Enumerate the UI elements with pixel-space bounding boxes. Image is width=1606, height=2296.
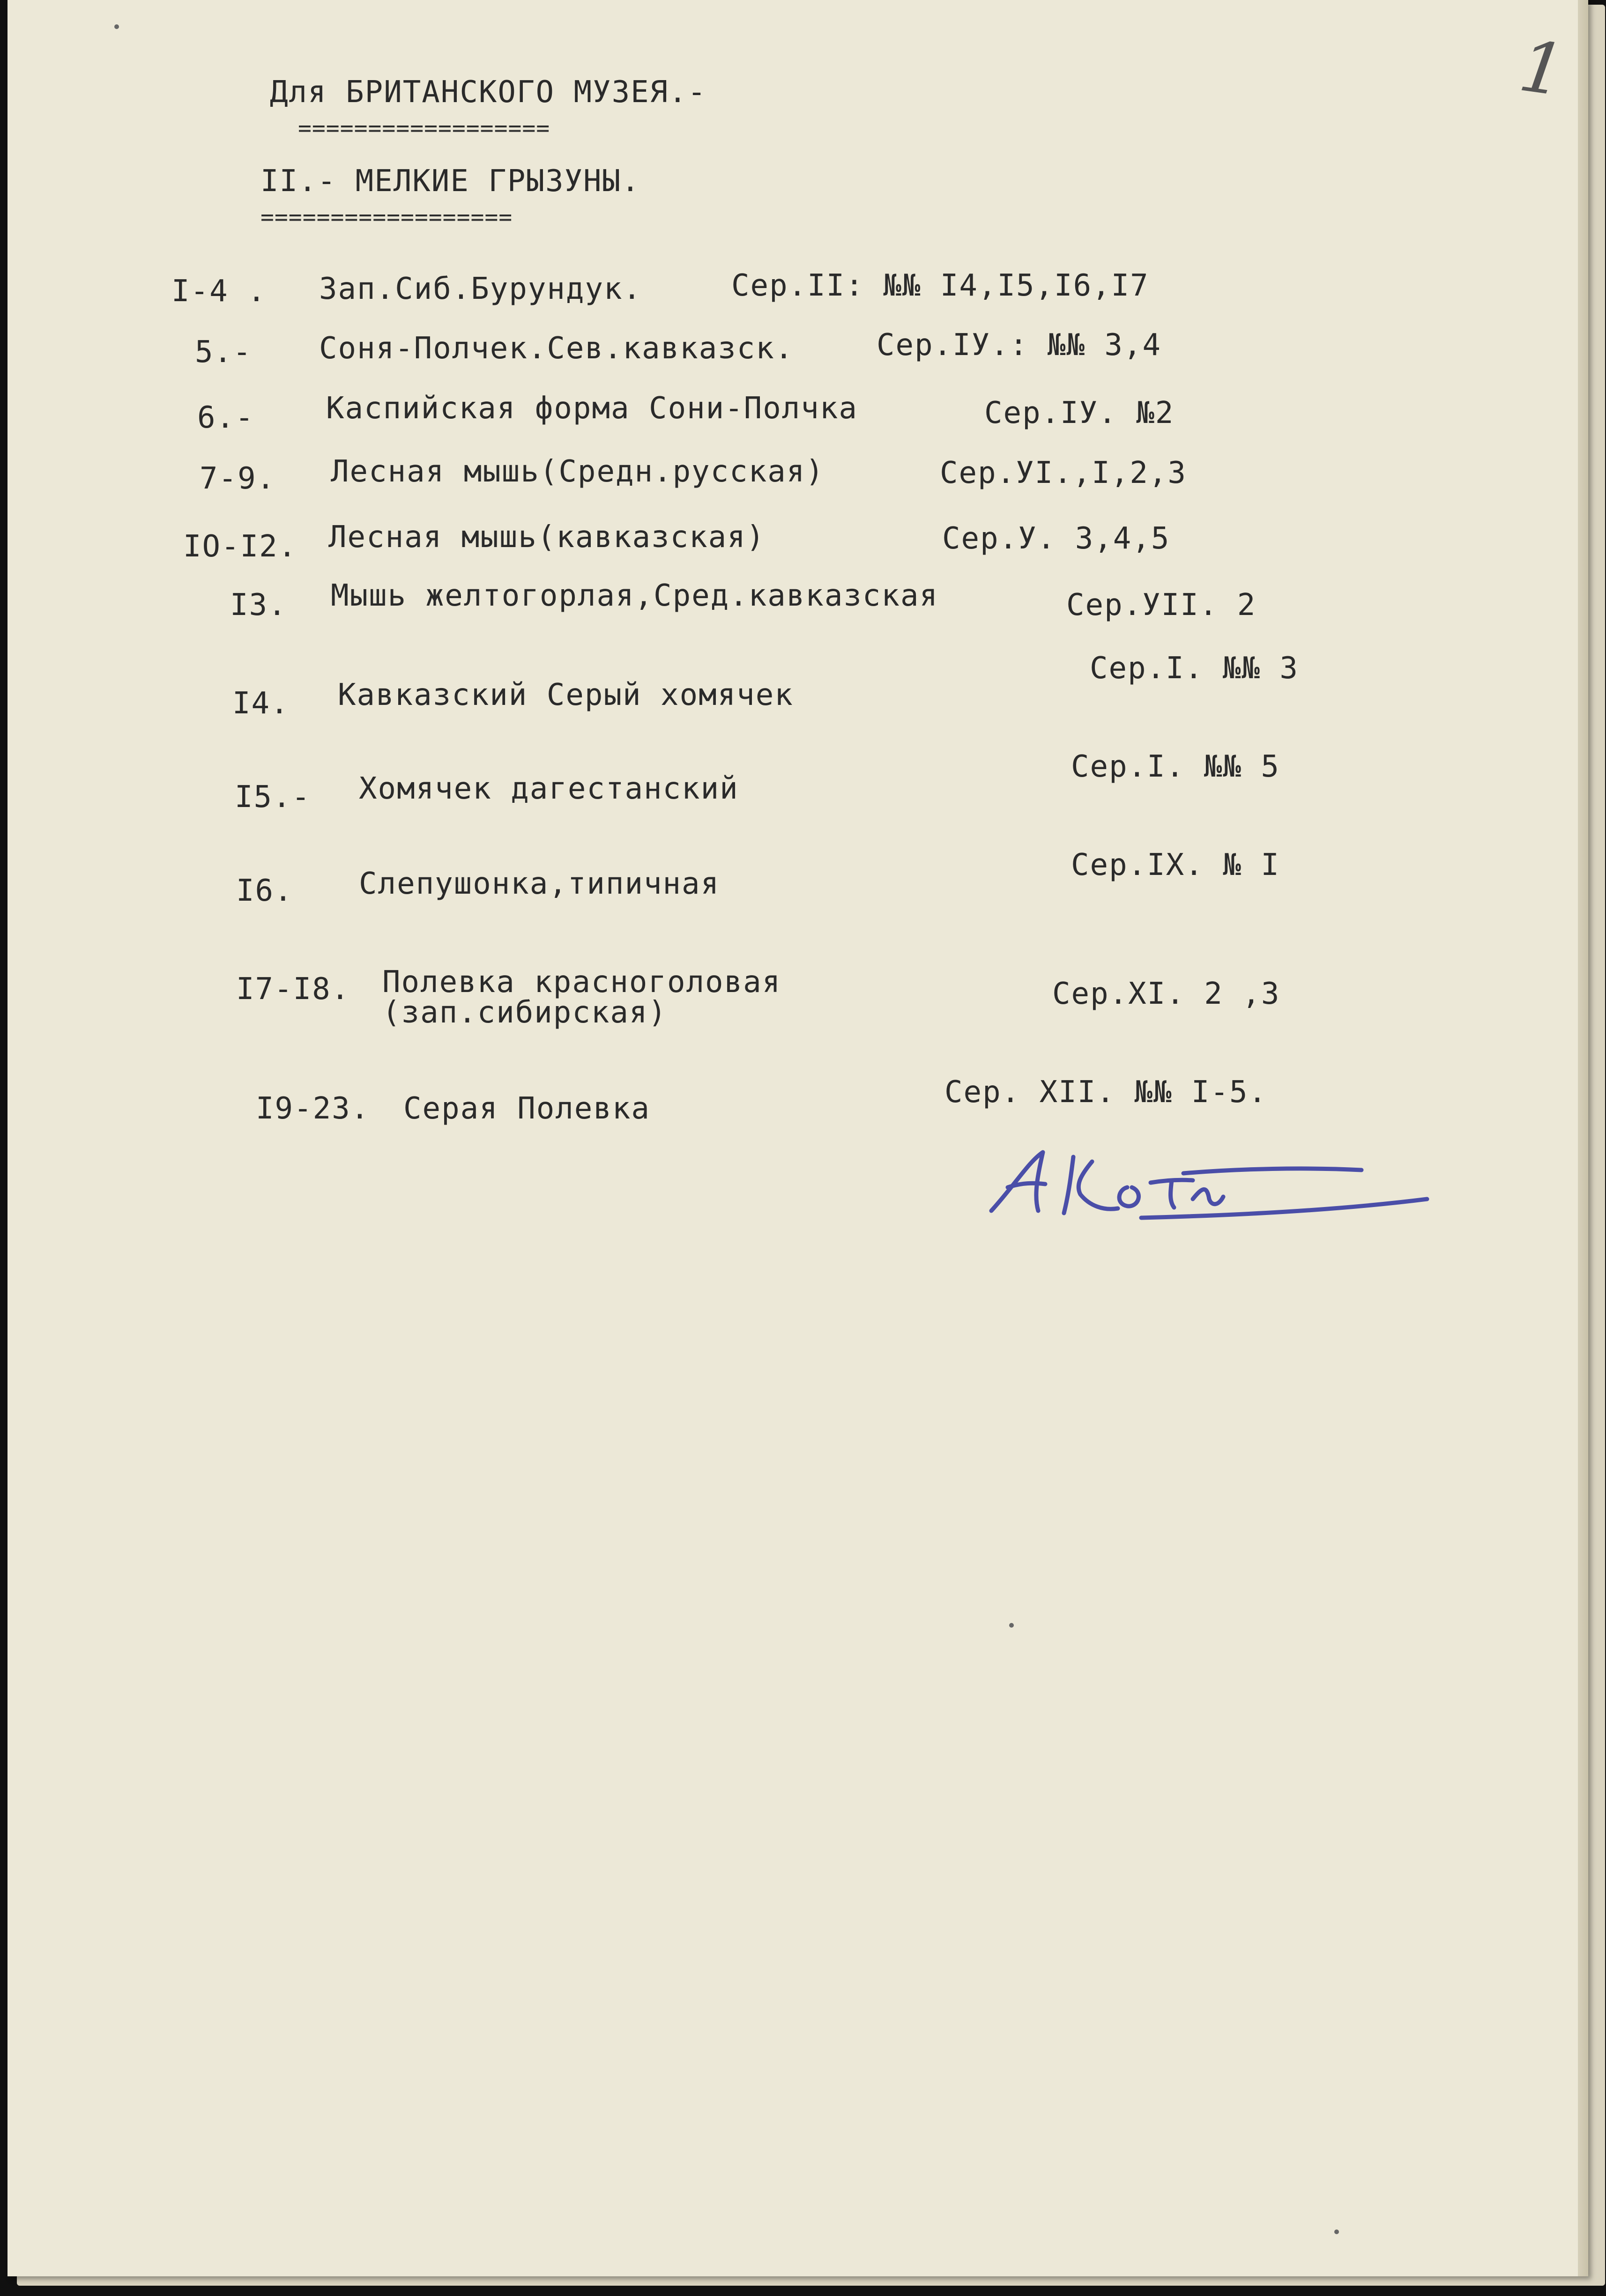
entry-name: Полевка красноголовая [382,965,781,1000]
entry-name: Соня-Полчек.Сев.кавказск. [319,331,794,366]
entry-reference: Сер.УII. 2 [1066,588,1257,622]
entry-name: Слепушонка,типичная [359,867,720,901]
entry-reference: Сер. XII. №№ I-5. [944,1075,1268,1110]
entry-number: IO-I2. [183,529,297,564]
entry-reference: Сер.IУ. №2 [984,396,1175,430]
page-edge [1578,0,1588,2276]
entry-reference: Сер.IУ.: №№ 3,4 [877,328,1161,363]
entry-reference: Сер.IX. № I [1071,848,1280,882]
entry-reference: Сер.XI. 2 ,3 [1052,977,1280,1011]
entry-name: Зап.Сиб.Бурундук. [319,272,642,306]
paper-speck [114,24,119,29]
entry-name: Серая Полевка [403,1091,650,1126]
entry-number: I9-23. [256,1091,370,1126]
document-page [7,0,1588,2276]
entry-reference: Сер.II: №№ I4,I5,I6,I7 [731,268,1149,303]
paper-speck [1009,1623,1014,1628]
entry-name: Лесная мышь(Средн.русская) [331,454,825,489]
paper-speck [1334,2229,1339,2234]
document-header: Для БРИТАНСКОГО МУЗЕЯ.- [270,75,707,110]
entry-name: Мышь желтогорлая,Сред.кавказская [331,578,938,613]
entry-number: I-4 . [171,274,267,309]
entry-name-continuation: (зап.сибирская) [382,995,667,1030]
section-underline: ================== [260,204,513,230]
entry-reference: Сер.У. 3,4,5 [942,521,1170,556]
entry-number: I6. [236,874,293,908]
entry-reference: Сер.I. №№ 3 [1090,651,1299,686]
entry-number: I3. [230,588,287,622]
entry-reference: Сер.УI.,I,2,3 [940,456,1187,490]
header-underline: ================== [298,115,550,141]
entry-number: 5.- [195,335,252,370]
entry-number: 7-9. [200,461,276,496]
page-number: 1 [1514,25,1570,112]
entry-name: Кавказский Серый хомячек [338,678,794,712]
entry-name: Лесная мышь(кавказская) [328,520,766,555]
entry-number: 6.- [197,400,254,435]
entry-number: I7-I8. [236,972,350,1007]
entry-reference: Сер.I. №№ 5 [1071,749,1280,784]
handwritten-signature [987,1129,1436,1232]
section-title: II.- МЕЛКИЕ ГРЫЗУНЫ. [260,164,640,199]
entry-number: I4. [232,686,290,721]
entry-name: Каспийская форма Сони-Полчка [326,391,858,426]
entry-number: I5.- [235,780,311,815]
entry-name: Хомячек дагестанский [359,771,739,806]
